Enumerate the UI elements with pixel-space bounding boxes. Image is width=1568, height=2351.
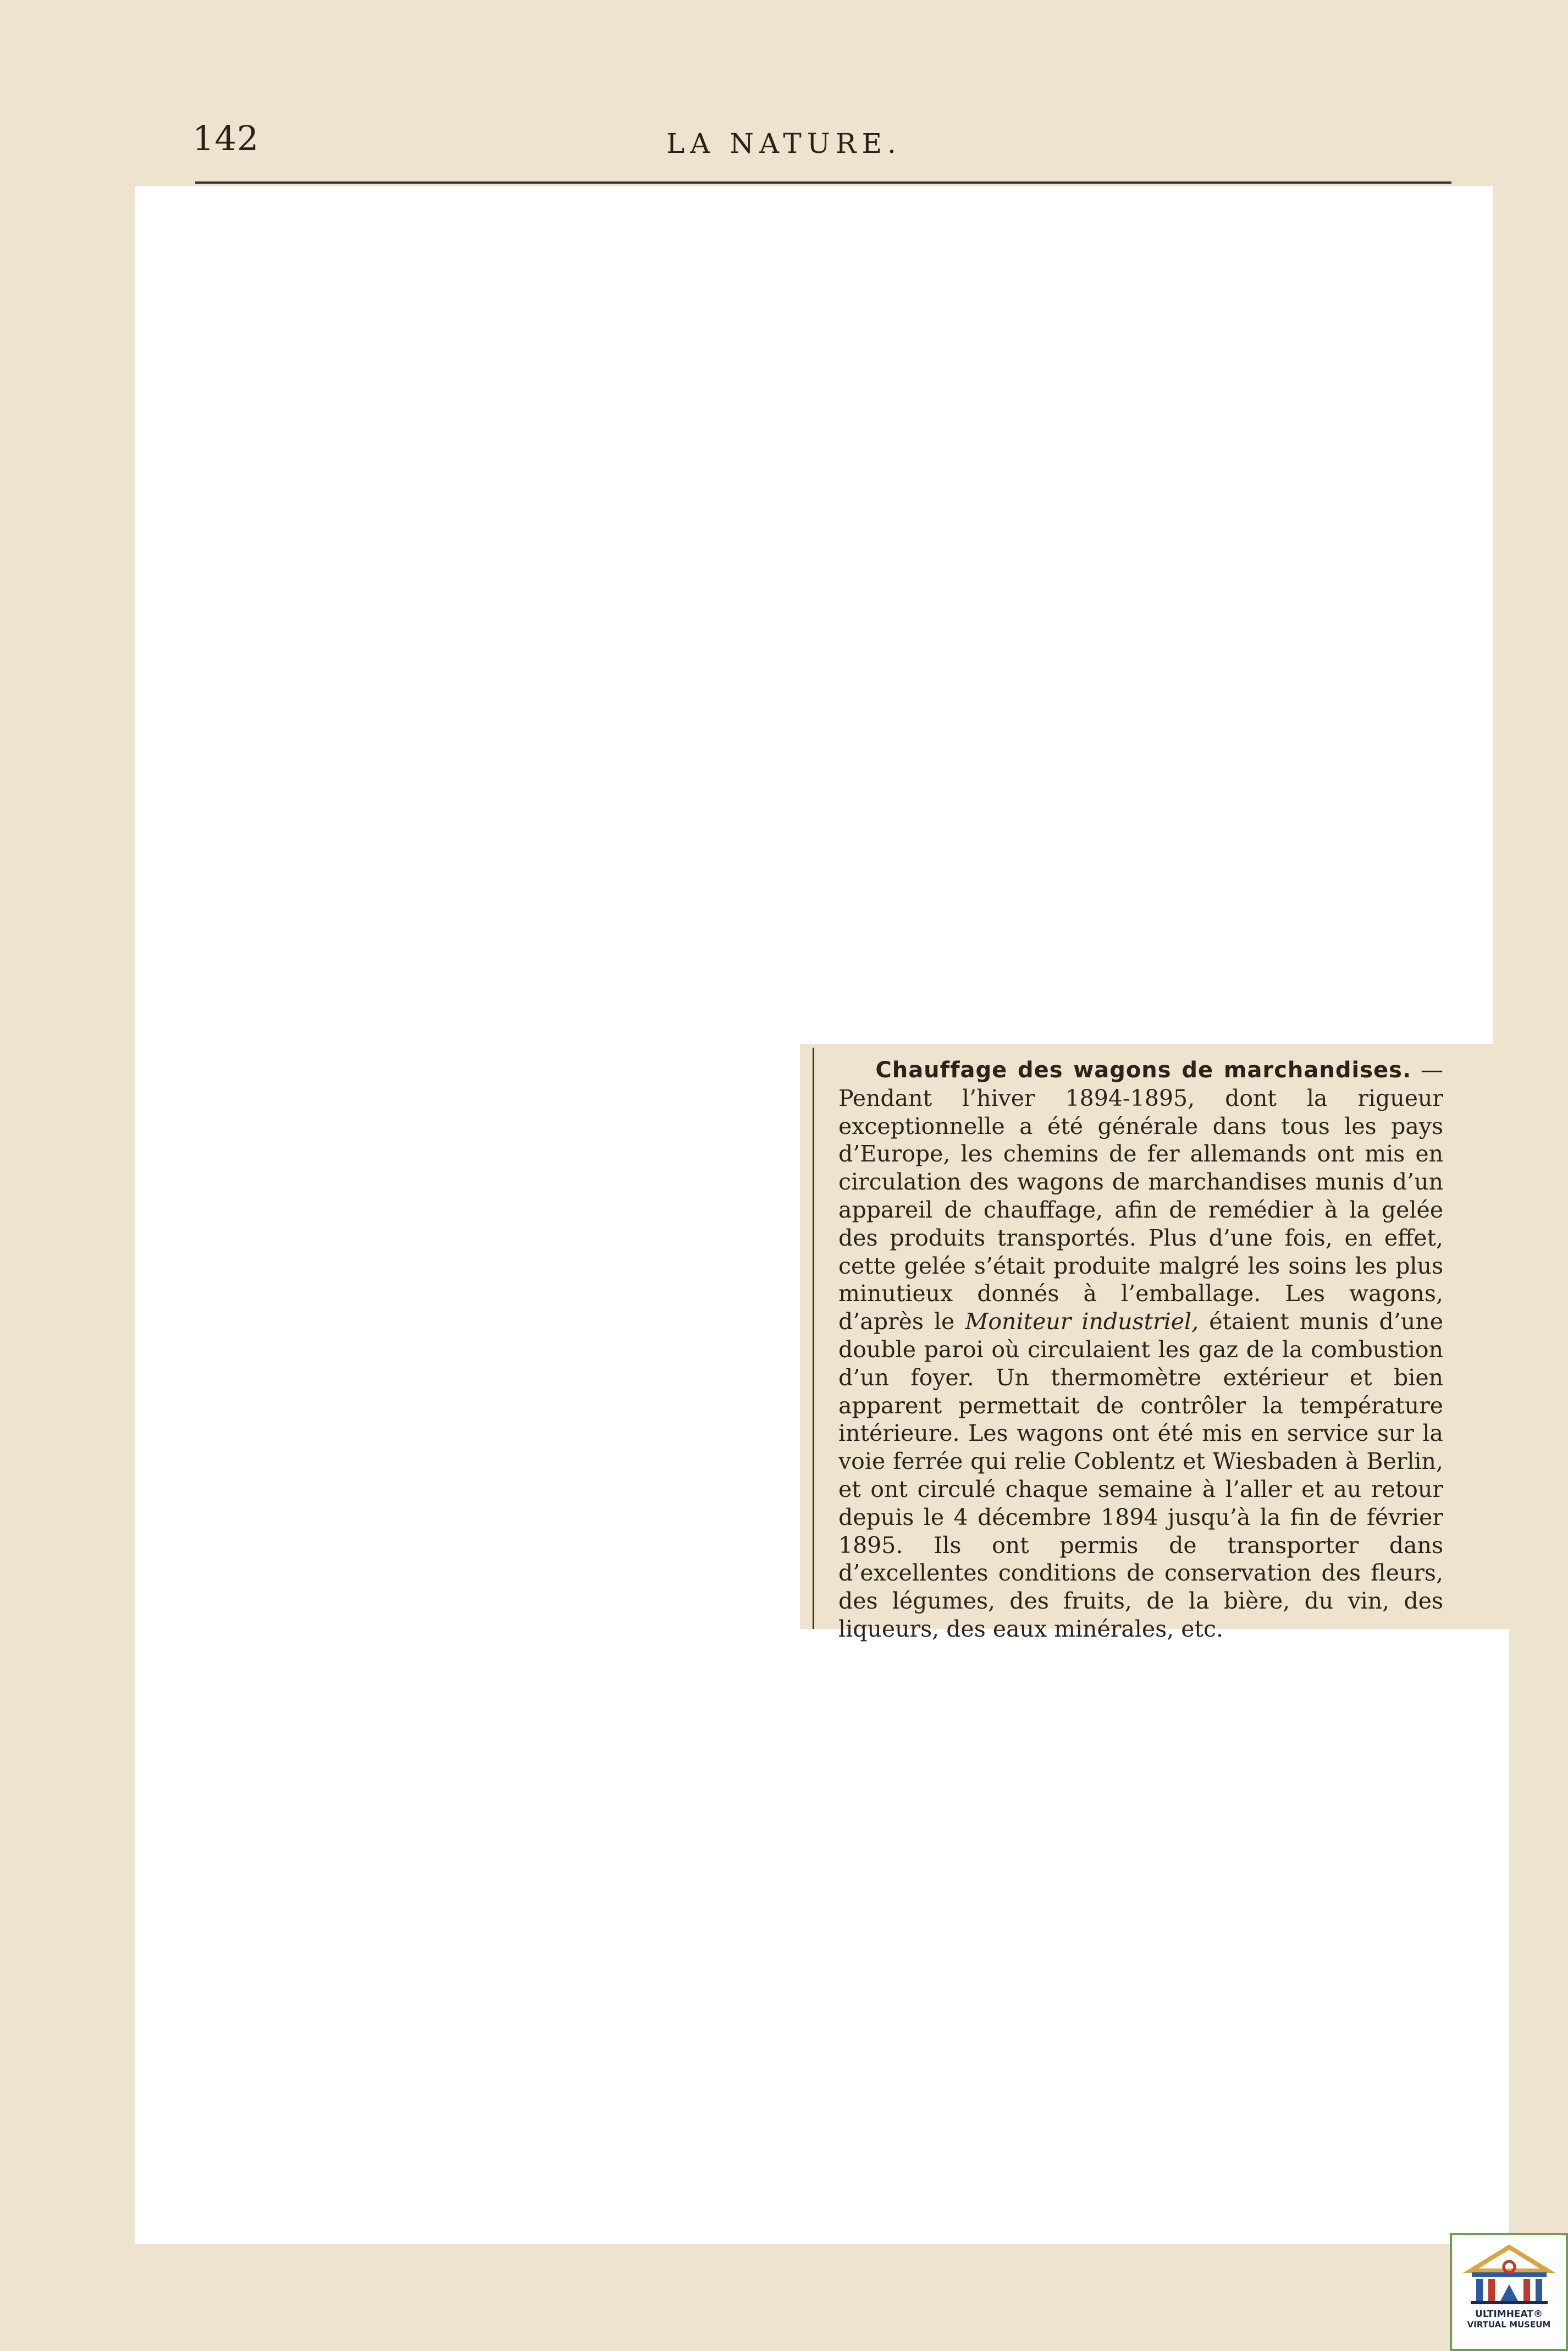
- blank-area-top: [135, 186, 1493, 1044]
- watermark-line1: ULTIMHEAT®: [1475, 2309, 1543, 2320]
- museum-building-icon: [1460, 2240, 1559, 2306]
- running-head: LA NATURE.: [666, 128, 902, 159]
- blank-area-bottom: [800, 1629, 1509, 2244]
- article-title: Chauffage des wagons de marchandises.: [875, 1058, 1412, 1083]
- watermark-line2: VIRTUAL MUSEUM: [1467, 2320, 1551, 2330]
- watermark-logo: [1450, 2233, 1568, 2351]
- article-text-part1: Pendant l’hiver 1894-1895, dont la rigueur exceptionnelle a été générale dans tous les pays d’Europe, les chemins de fer allemands ont mis en circulation des wagons de marchandises munis d’un appareil de chauffage, afin de remédier à la gelée des produits transportés. Plus d’une fois, en effet, cette gelée s’était produite malgré les soins les plus minutieux donnés à l’emballage. Les wagons, d’après le: [838, 1084, 1443, 1335]
- page-number: 142: [192, 118, 260, 158]
- header-rule: [195, 181, 1451, 184]
- article-paragraph: [838, 1056, 1443, 1643]
- blank-area-left: [135, 1044, 800, 2244]
- article-text-part2: étaient munis d’une double paroi où circulaient les gaz de la combustion d’un foyer. Un thermomètre extérieur et bien apparent permettait de contrôler la température intérieure. Les wagons ont été mis en service sur la voie ferrée qui relie Coblentz et Wiesbaden à Berlin, et ont circulé chaque semaine à l’aller et au retour depuis le 4 décembre 1894 jusqu’à la fin de février 1895. Ils ont permis de transporter dans d’excellentes conditions de conservation des fleurs, des légumes, des fruits, de la bière, du vin, des liqueurs, des eaux minérales, etc.: [838, 1308, 1443, 1642]
- column-rule: [813, 1048, 814, 1629]
- title-dash: —: [1411, 1056, 1443, 1083]
- source-name: Moniteur industriel,: [965, 1308, 1199, 1335]
